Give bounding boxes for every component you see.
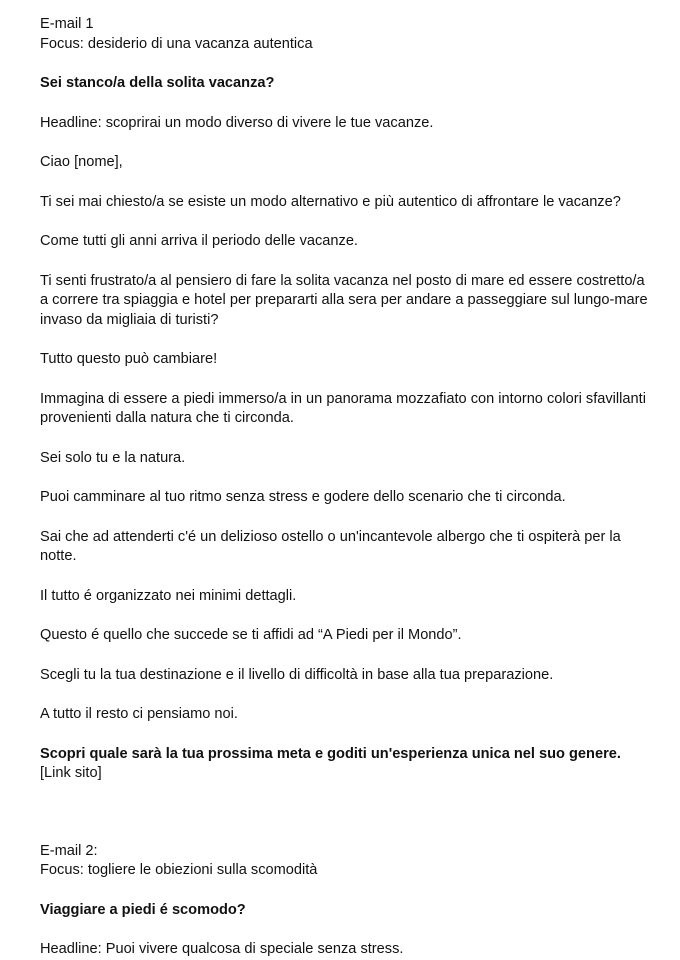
email2-headline: Headline: Puoi vivere qualcosa di speciale senza stress. [40,941,404,957]
email1-paragraph: Tutto questo può cambiare! [40,351,218,367]
email2-label: E-mail 2: [40,842,98,859]
email1-label: E-mail 1 [40,16,94,32]
email2-subject: Viaggiare a piedi é scomodo? [40,901,246,918]
email1-paragraph: Sai che ad attenderti c'é un delizioso ostello o un'incantevole albergo che ti ospiterà per la notte. [40,528,621,564]
email1-paragraph: Ti sei mai chiesto/a se esiste un modo alternativo e più autentico di affrontare le vacanze? [40,193,621,210]
email1-paragraph: Come tutti gli anni arriva il periodo delle vacanze. [40,233,358,249]
document-page [40,15,650,960]
email1-paragraph: Scegli tu la tua destinazione e il livello di difficoltà in base alla tua preparazione. [40,666,554,683]
email1-link: [Link sito] [40,765,102,781]
email1-headline: Headline: scoprirai un modo diverso di vivere le tue vacanze. [40,114,434,131]
email1-paragraph: Ti senti frustrato/a al pensiero di fare la solita vacanza nel posto di mare ed essere costretto/a a correre tra spiaggia e hotel per prepararti alla sera per andare a passeggiare sul lungo-mare invaso da migliaia di turisti? [40,272,648,328]
email1-paragraph: Il tutto é organizzato nei minimi dettagli. [40,587,297,604]
email1-paragraph: Immagina di essere a piedi immerso/a in un panorama mozzafiato con intorno colori sfavillanti provenienti dalla natura che ti circonda. [40,390,646,426]
email1-focus: Focus: desiderio di una vacanza autentica [40,35,313,52]
email1-greeting: Ciao [nome], [40,154,123,170]
email1-paragraph: Puoi camminare al tuo ritmo senza stress e godere dello scenario che ti circonda. [40,489,566,505]
email1-paragraph: Sei solo tu e la natura. [40,449,186,466]
email1-paragraph: Questo é quello che succede se ti affidi ad “A Piedi per il Mondo”. [40,627,462,643]
email1-subject: Sei stanco/a della solita vacanza? [40,75,275,91]
email2-focus: Focus: togliere le obiezioni sulla scomodità [40,862,318,878]
email1-cta: Scopri quale sarà la tua prossima meta e goditi un'esperienza unica nel suo genere. [40,745,621,762]
email1-paragraph: A tutto il resto ci pensiamo noi. [40,706,238,722]
